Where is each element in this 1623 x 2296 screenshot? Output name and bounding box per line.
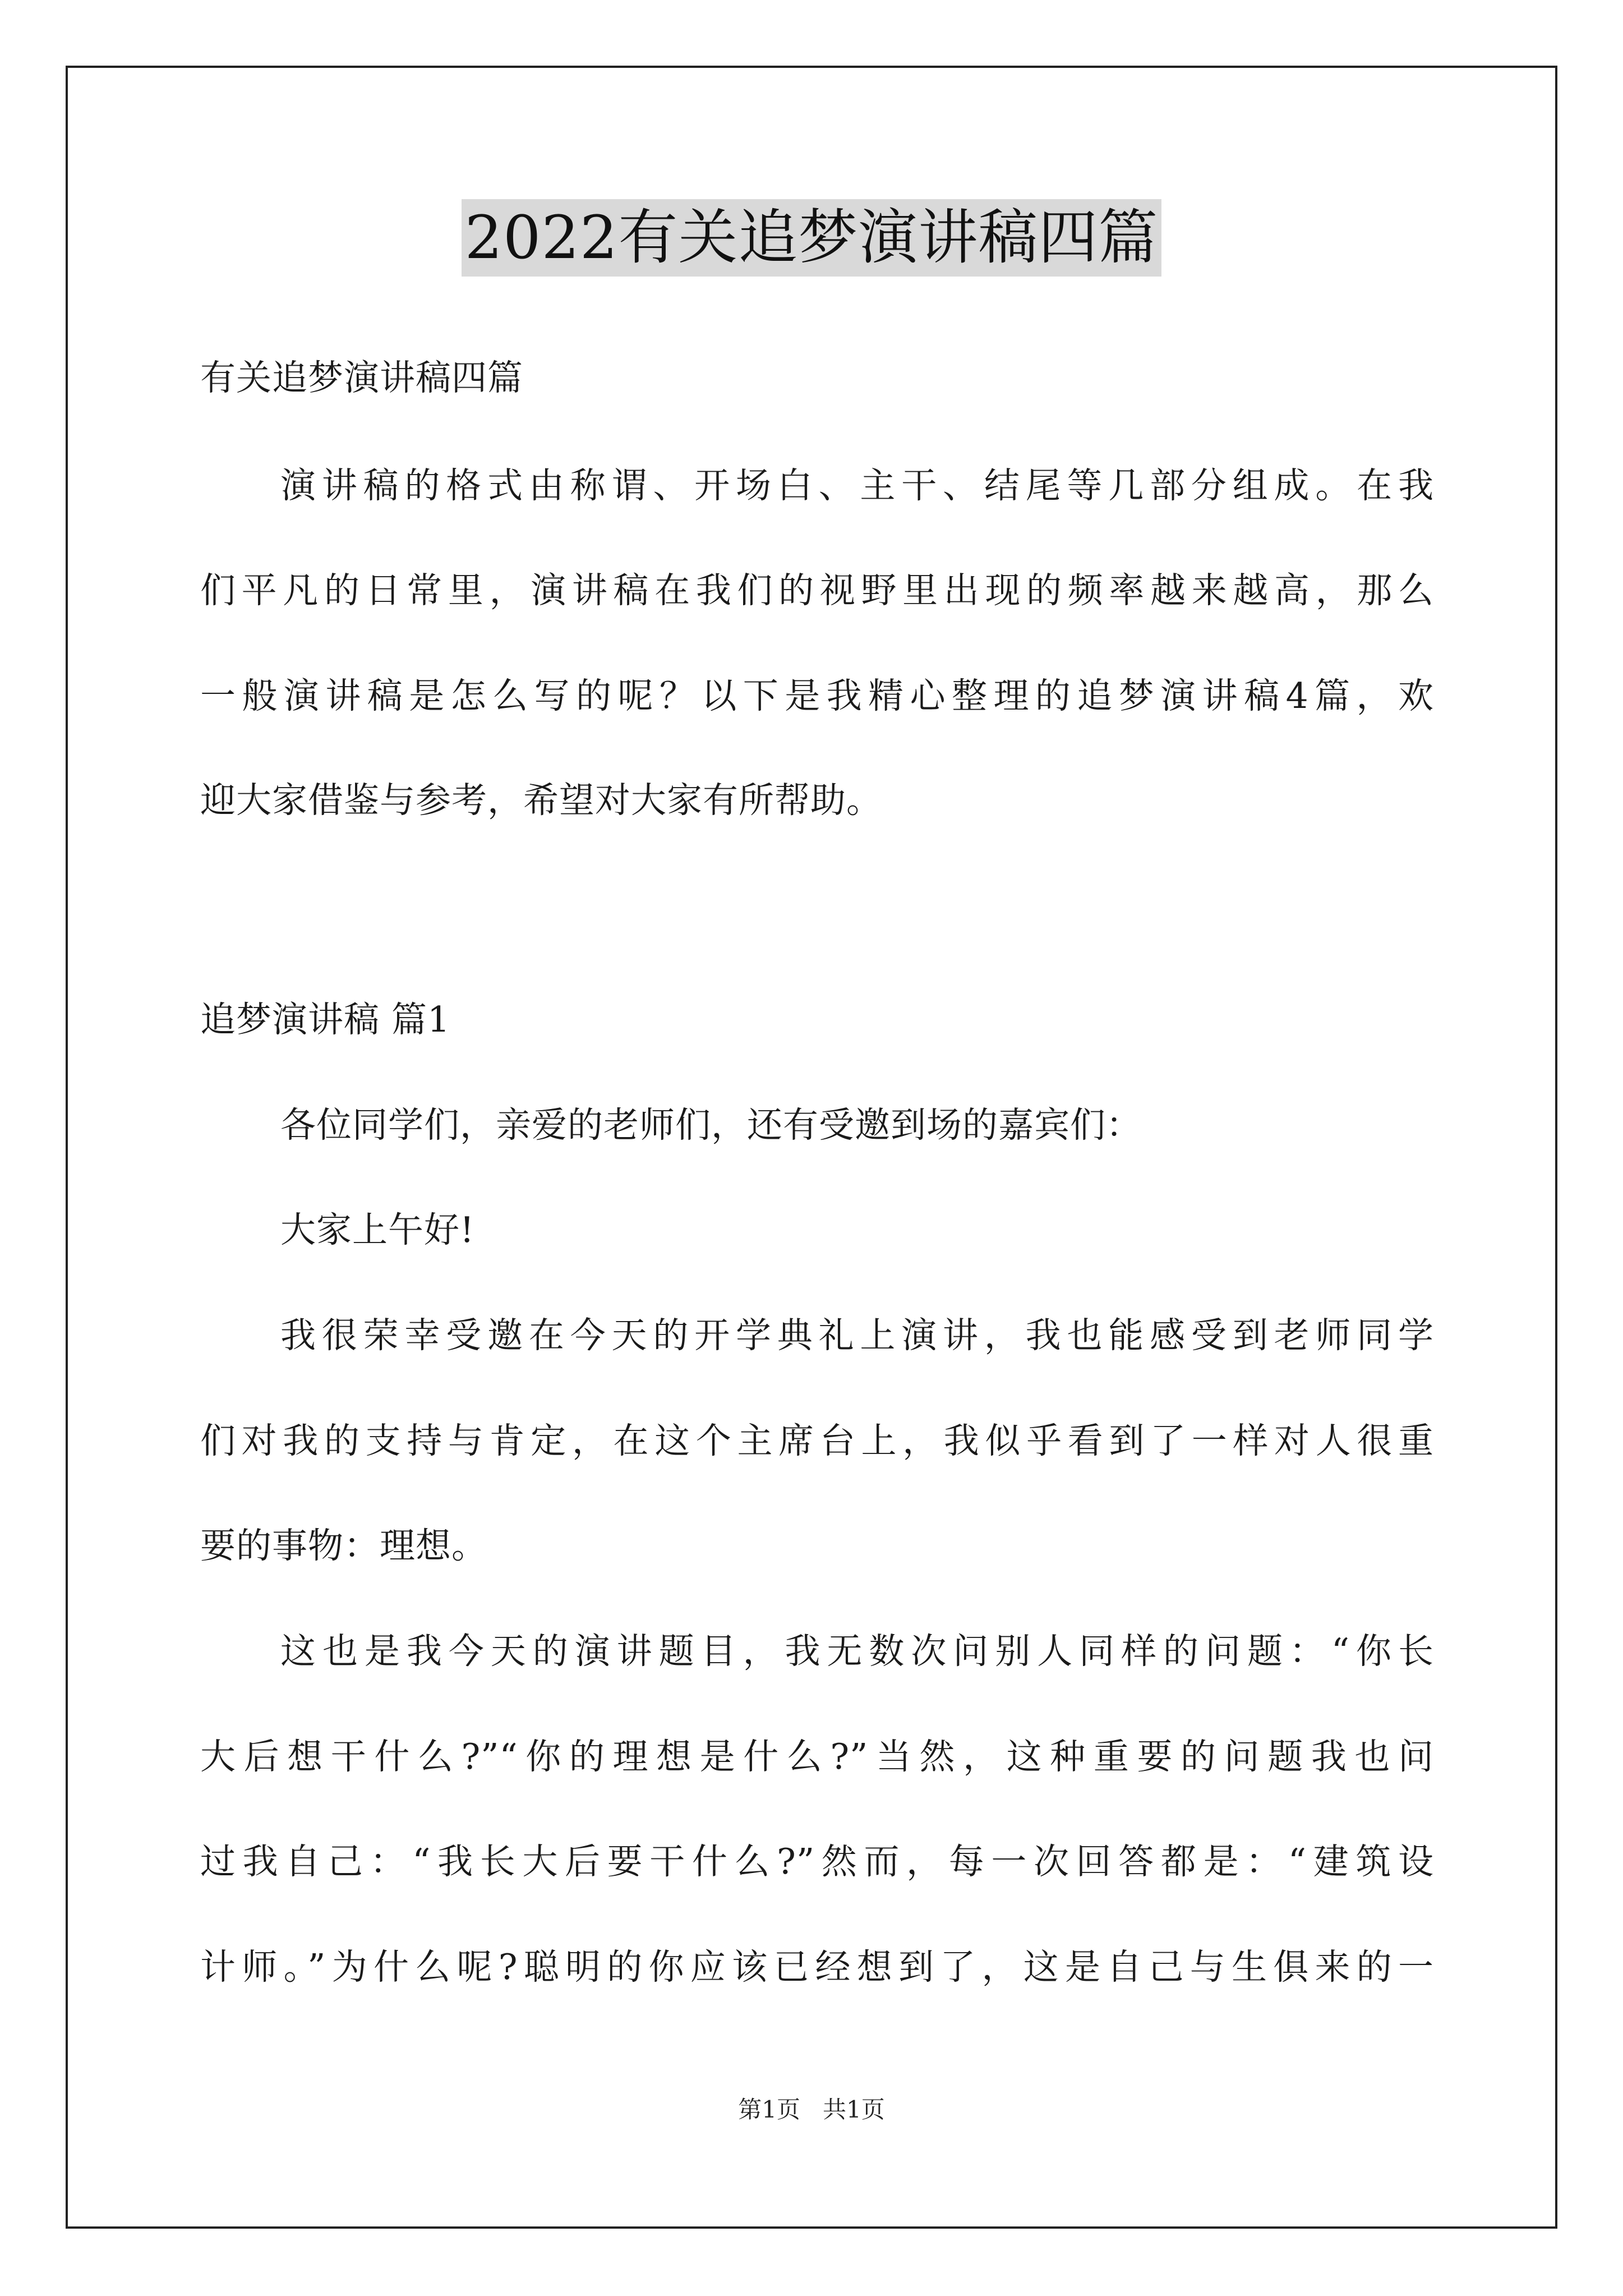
body-line-1: 各位同学们，亲爱的老师们，还有受邀到场的嘉宾们： — [280, 1105, 1142, 1145]
body-line-4: 们对我的支持与肯定，在这个主席台上，我似乎看到了一样对人很重 — [200, 1420, 1434, 1461]
body-line-5: 要的事物：理想。 — [200, 1525, 487, 1566]
body-line-7: 大后想干什么?”“你的理想是什么?”当然，这种重要的问题我也问 — [200, 1736, 1434, 1777]
intro-line-4: 迎大家借鉴与参考，希望对大家有所帮助。 — [200, 780, 882, 821]
document-title: 2022有关追梦演讲稿四篇 — [462, 199, 1162, 277]
body-line-6: 这也是我今天的演讲题目，我无数次问别人同样的问题：“你长 — [280, 1631, 1434, 1672]
body-line-2: 大家上午好! — [280, 1209, 475, 1250]
intro-line-1: 演讲稿的格式由称谓、开场白、主干、结尾等几部分组成。在我 — [280, 465, 1434, 506]
document-subtitle: 有关追梦演讲稿四篇 — [200, 357, 523, 398]
section-heading: 追梦演讲稿 篇1 — [200, 999, 451, 1040]
body-line-3: 我很荣幸受邀在今天的开学典礼上演讲，我也能感受到老师同学 — [280, 1315, 1434, 1356]
intro-line-2: 们平凡的日常里，演讲稿在我们的视野里出现的频率越来越高，那么 — [200, 570, 1434, 611]
page-footer: 第1页 共1页 — [738, 2096, 885, 2123]
title-container — [0, 199, 1623, 277]
intro-line-3: 一般演讲稿是怎么写的呢？以下是我精心整理的追梦演讲稿4篇，欢 — [200, 675, 1434, 716]
body-line-8: 过我自己：“我长大后要干什么?”然而，每一次回答都是：“建筑设 — [200, 1841, 1434, 1882]
body-line-9: 计师。”为什么呢?聪明的你应该已经想到了，这是自己与生俱来的一 — [200, 1947, 1434, 1987]
